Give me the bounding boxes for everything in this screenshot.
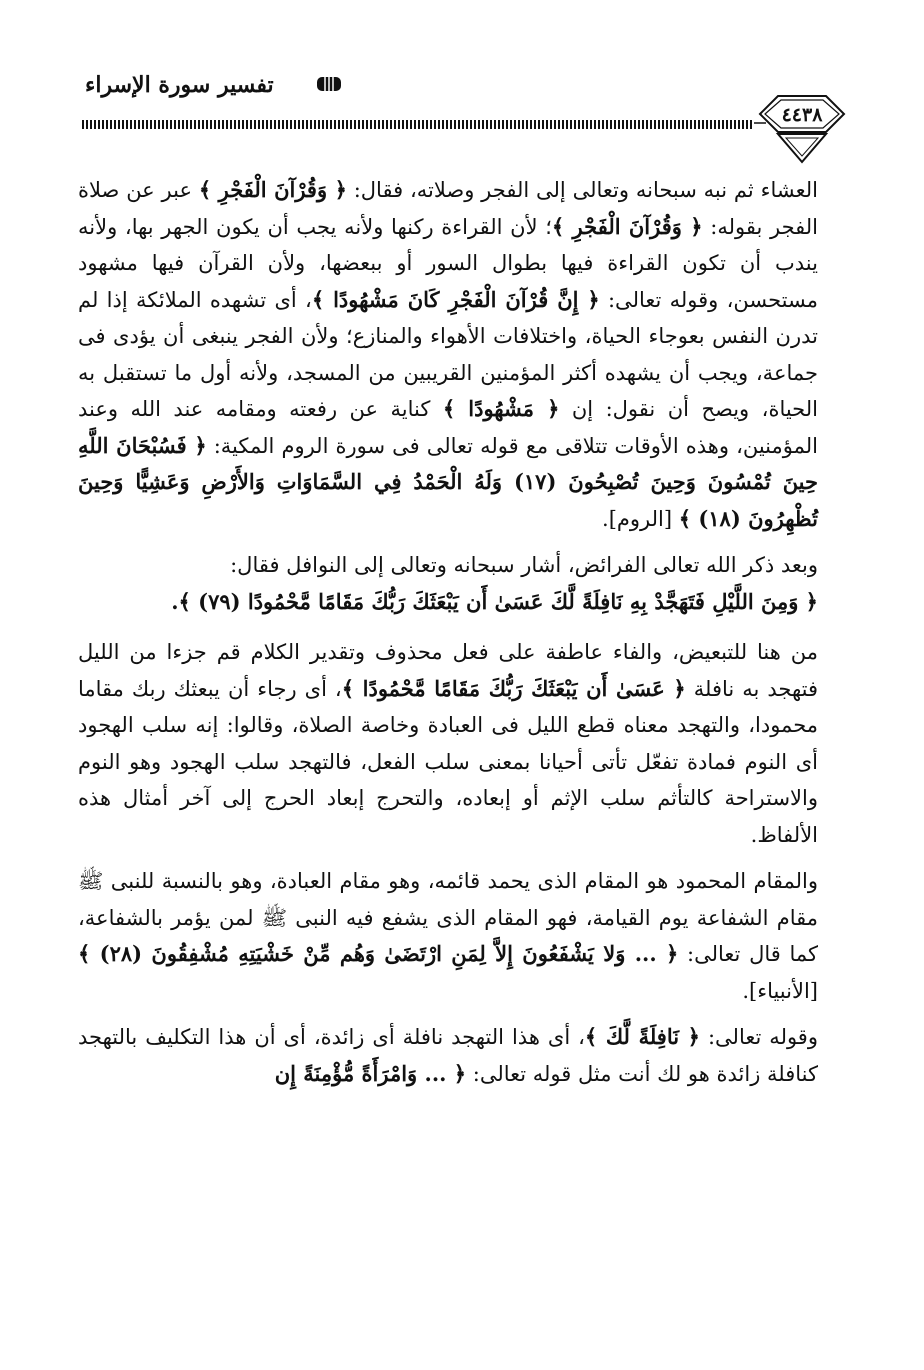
text-run: وبعد ذكر الله تعالى الفرائض، أشار سبحانه وتعالى إلى النوافل فقال:: [230, 553, 818, 577]
header-ornament-icon: [316, 74, 342, 94]
paragraph-4: [78, 863, 818, 1009]
paragraph-3: [78, 634, 818, 853]
quran-quote: ﴿ إِنَّ قُرْآنَ الْفَجْرِ كَانَ مَشْهُودًا ﴾: [311, 286, 600, 312]
text-run: وقوله تعالى:: [699, 1025, 818, 1049]
text-run: ، أى رجاء أن يبعثك ربك مقاما محمودا، والتهجد معناه قطع الليل فى العبادة وخاصة الصلاة، وقالوا: إنه سلب الهجود أى النوم فمادة تفعّل تأتى أحيانا بمعنى سلب الفعل، فالتهجد سلب الهجود وهو النوم والاستراحة كالتأثم سلب الإثم أو إبعاده، والتحرج إبعاد الحرج إلى آخر أمثال هذه الألفاظ.: [78, 676, 818, 847]
paragraph-1: [78, 172, 818, 537]
quran-verse: ﴿ وَمِنَ اللَّيْلِ فَتَهَجَّدْ بِهِ نَافِلَةً لَّكَ عَسَىٰ أَن يَبْعَثَكَ رَبُّكَ مَقَامًا مَّحْمُودًا (٧٩) ﴾.: [171, 588, 818, 614]
quran-quote: ﴿ ... وَامْرَأَةً مُّؤْمِنَةً إِن: [274, 1060, 467, 1086]
text-run: [الأنبياء].: [742, 978, 818, 1003]
paragraph-5: [78, 1019, 818, 1092]
body-text: [78, 172, 818, 1092]
page-number-badge-icon: [752, 90, 852, 166]
quran-quote: ﴿ عَسَىٰ أَن يَبْعَثَكَ رَبُّكَ مَقَامًا مَّحْمُودًا ﴾: [341, 675, 686, 701]
text-run: والمقام المحمود هو المقام الذى يحمد قائمه، وهو مقام العبادة، وهو بالنسبة للنبى ﷺ مقام الشفاعة يوم القيامة، فهو المقام الذى يشفع فيه النبى ﷺ لمن يؤمر بالشفاعة، كما قال تعالى:: [78, 869, 819, 966]
text-run: كناية عن رفعته ومقامه عند الله وعند المؤمنين، وهذه الأوقات تتلاقى مع قوله تعالى فى سورة الروم المكية:: [78, 397, 818, 458]
header-rule: [82, 120, 752, 129]
text-run: ، أى تشهده الملائكة إذا لم تدرن النفس بعوجاء الحياة، واختلافات الأهواء والمنازع؛ ولأن الفجر ينبغى أن يؤدى فى جماعة، ويجب أن يشهده أكثر المؤمنين القريبين من المسجد، ولأنه أول ما تستقبل به الحياة، ويصح أن نقول: إن: [78, 287, 818, 421]
quran-quote: ﴿ وَقُرْآنَ الْفَجْرِ ﴾: [198, 177, 347, 202]
text-run: من هنا للتبعيض، والفاء عاطفة على فعل محذوف وتقدير الكلام قم جزءا من الليل فتهجد به نافلة: [78, 640, 818, 701]
text-run: ؛ لأن القراءة ركنها ولأنه يجب أن يكون الجهر بها، ولأنه يندب أن تكون القراءة فيها بطوال السور أو ببعضها، ولأن القرآن فيها مشهود مستحسن، وقوله تعالى:: [78, 214, 818, 312]
text-run: ، أى هذا التهجد نافلة أى زائدة، أى أن هذا التكليف بالتهجد كنافلة زائدة هو لك أنت مثل قوله تعالى:: [78, 1025, 818, 1086]
text-run: العشاء ثم نبه سبحانه وتعالى إلى الفجر وصلاته، فقال:: [346, 178, 818, 202]
quran-quote: ﴿ نَافِلَةً لَّكَ ﴾: [584, 1024, 700, 1049]
quran-quote: ﴿ فَسُبْحَانَ اللَّهِ حِينَ تُمْسُونَ وَحِينَ تُصْبِحُونَ (١٧) وَلَهُ الْحَمْدُ فِي السَّمَاوَاتِ وَالأَرْضِ وَعَشِيًّا وَحِينَ تُظْهِرُونَ (١٨) ﴾: [78, 432, 818, 531]
running-title: تفسير سورة الإسراء: [85, 72, 274, 98]
page-number: ٤٤٣٨: [781, 104, 823, 126]
paragraph-2: [78, 547, 818, 584]
quran-quote: ﴿ مَشْهُودًا ﴾: [442, 396, 560, 421]
text-run: [الروم].: [602, 506, 679, 531]
quran-quote: ﴿ ... وَلا يَشْفَعُونَ إِلاَّ لِمَنِ ارْتَضَىٰ وَهُم مِّنْ خَشْيَتِهِ مُشْفِقُونَ (٢٨) ﴾: [78, 941, 679, 966]
quran-quote: ﴿ وَقُرْآنَ الْفَجْرِ ﴾: [551, 213, 703, 239]
text-run: عبر عن صلاة الفجر بقوله:: [78, 178, 818, 239]
